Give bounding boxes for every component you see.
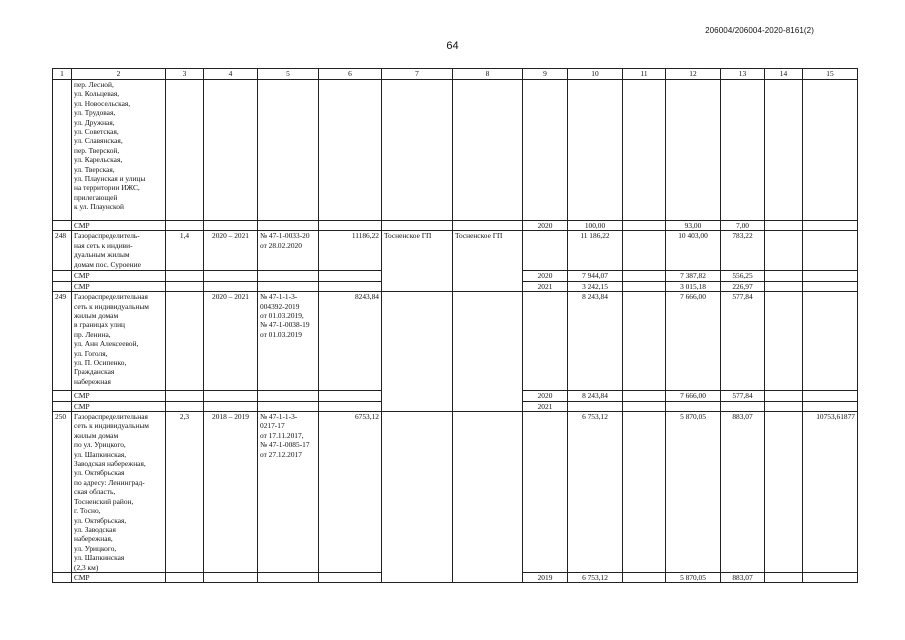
- period-cell: 2018 – 2019: [204, 412, 258, 573]
- value-cell: 7,00: [721, 221, 765, 231]
- value-cell: 883,07: [721, 412, 765, 573]
- value-cell: 8 243,84: [568, 391, 623, 401]
- period-cell: 2020 – 2021: [204, 231, 258, 271]
- value-cell: 8 243,84: [568, 292, 623, 391]
- value-cell: 7 666,00: [666, 292, 721, 391]
- smr-label: СМР: [72, 572, 166, 582]
- column-header: 10: [568, 69, 623, 80]
- column-header: 13: [721, 69, 765, 80]
- cost-cell: 8243,84: [319, 292, 382, 391]
- customer-cell: Тосненское ГП: [453, 231, 523, 292]
- column-header: 3: [166, 69, 204, 80]
- page-number: 64: [446, 40, 459, 52]
- value-cell: 5 870,05: [666, 412, 721, 573]
- value-cell: 783,22: [721, 231, 765, 271]
- value-cell: 7 666,00: [666, 391, 721, 401]
- column-header: 1: [53, 69, 72, 80]
- value-cell: 6 753,12: [568, 412, 623, 573]
- value-cell: [721, 401, 765, 411]
- smr-label: СМР: [72, 221, 166, 231]
- period-cell: 2020 – 2021: [204, 292, 258, 391]
- smr-label: СМР: [72, 271, 166, 281]
- year-cell: 2020: [523, 391, 568, 401]
- value-cell: 11 186,22: [568, 231, 623, 271]
- year-cell: 2019: [523, 572, 568, 582]
- table-row: [53, 80, 858, 221]
- value-cell: 7 944,07: [568, 271, 623, 281]
- column-header: 14: [765, 69, 803, 80]
- value-cell: 7 387,82: [666, 271, 721, 281]
- expertise-cell: № 47-1-1-3- 004392-2019 от 01.03.2019, № 47-1-0038-19 от 01.03.2019: [258, 292, 319, 391]
- column-header: 2: [72, 69, 166, 80]
- row-number: 249: [53, 292, 72, 391]
- year-cell: 2020: [523, 271, 568, 281]
- table-row: [53, 221, 858, 231]
- value-cell: 3 242,15: [568, 281, 623, 291]
- value-cell: 5 870,05: [666, 572, 721, 582]
- object-name-continued: пер. Лесной, ул. Кольцевая, ул. Новосельская, ул. Трудовая, ул. Дружная, ул. Советская, ул. Славянская, пер. Тверской, ул. Карельская, ул. Тверская, ул. Плаунская и улицы на территории ИЖС, прилегающей к ул. Плаунской: [72, 80, 166, 221]
- value-cell: 556,25: [721, 271, 765, 281]
- value-cell: 577,84: [721, 292, 765, 391]
- value-cell: 577,84: [721, 391, 765, 401]
- cost-cell: 6753,12: [319, 412, 382, 573]
- value-cell: 10 403,00: [666, 231, 721, 271]
- capacity-cell: 2,3: [166, 412, 204, 573]
- year-cell: 2020: [523, 221, 568, 231]
- row-number: 250: [53, 412, 72, 573]
- object-name: Газораспределительная сеть к индивидуальным жилым домам по ул. Урицкого, ул. Шапкинская, Заводская набережная, ул. Октябрьская по адресу: Ленинград- ская область, Тосненский район, г. Тосно, ул. Октябрьская, ул. Заводская набережная, ул. Урицкого, ул. Шапкинская (2,3 км): [72, 412, 166, 573]
- value-cell: 100,00: [568, 221, 623, 231]
- investment-table: [52, 68, 858, 583]
- table-row: [53, 412, 858, 573]
- column-numbers-row: [53, 69, 858, 80]
- capacity-cell: 1,4: [166, 231, 204, 271]
- expertise-cell: № 47-1-0033-20 от 28.02.2020: [258, 231, 319, 271]
- smr-label: СМР: [72, 391, 166, 401]
- value-cell: [666, 401, 721, 411]
- column-header: 6: [319, 69, 382, 80]
- value-cell: [568, 401, 623, 411]
- column-header: 11: [623, 69, 666, 80]
- value-cell: 93,00: [666, 221, 721, 231]
- column-header: 15: [803, 69, 858, 80]
- value-cell: 226,97: [721, 281, 765, 291]
- year-cell: 2021: [523, 401, 568, 411]
- table-row: [53, 292, 858, 391]
- column-header: 4: [204, 69, 258, 80]
- document-code: 206004/206004-2020-8161(2): [705, 26, 814, 35]
- table-row: [53, 231, 858, 271]
- column-header: 12: [666, 69, 721, 80]
- smr-label: СМР: [72, 401, 166, 411]
- value-cell: 883,07: [721, 572, 765, 582]
- value-cell: 3 015,18: [666, 281, 721, 291]
- total-cell: 10753,61877: [803, 412, 858, 573]
- object-name: Газораспределительная сеть к индивидуальным жилым домам в границах улиц пр. Ленина, ул. Анн Алексеевой, ул. Гоголя, ул. П. Осипенко, Гражданская набережная: [72, 292, 166, 391]
- smr-label: СМР: [72, 281, 166, 291]
- value-cell: 6 753,12: [568, 572, 623, 582]
- expertise-cell: № 47-1-1-3- 0217-17 от 17.11.2017, № 47-1-0085-17 от 27.12.2017: [258, 412, 319, 573]
- column-header: 8: [453, 69, 523, 80]
- column-header: 7: [382, 69, 453, 80]
- municipality-cell: Тосненское ГП: [382, 231, 453, 292]
- row-number: 248: [53, 231, 72, 271]
- year-cell: 2021: [523, 281, 568, 291]
- column-header: 9: [523, 69, 568, 80]
- cost-cell: 11186,22: [319, 231, 382, 271]
- object-name: Газораспределитель- ная сеть к индиви- дуальным жилым домам пос. Сурoение: [72, 231, 166, 271]
- column-header: 5: [258, 69, 319, 80]
